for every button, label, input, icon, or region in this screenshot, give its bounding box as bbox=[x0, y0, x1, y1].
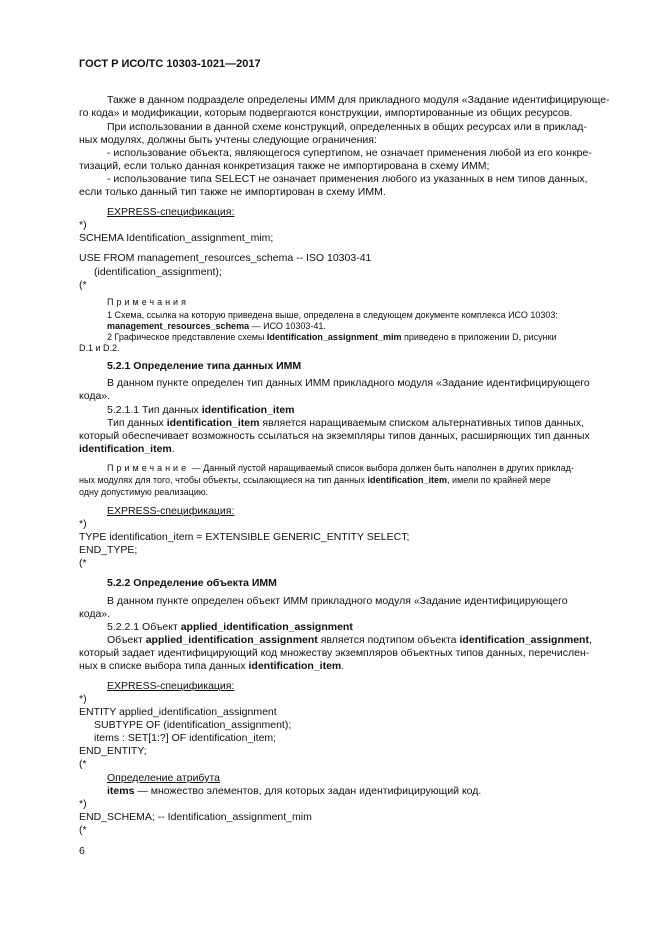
code-end-type: END_TYPE; bbox=[79, 544, 138, 556]
document-title: ГОСТ Р ИСО/ТС 10303-1021—2017 bbox=[79, 58, 261, 70]
code-open: *) bbox=[79, 798, 87, 810]
code-close: (* bbox=[79, 279, 87, 291]
code-close: (* bbox=[79, 758, 87, 770]
intro-p2-line1: При использовании в данной схеме конструкций, определенных в общих ресурсах или в приклад- bbox=[107, 121, 587, 133]
s522-d-line3: ных в списке выбора типа данных identification_item. bbox=[79, 660, 345, 672]
s521-note-line3: одну допустимую реализацию. bbox=[79, 487, 209, 497]
code-items: items : SET[1:?] OF identification_item; bbox=[94, 732, 277, 744]
s521-note-line2: ных модулях для того, чтобы объекты, ссылающиеся на тип данных identification_item, имели по крайней мере bbox=[79, 475, 551, 485]
attribute-definition: items — множество элементов, для которых задан идентифицирующий код. bbox=[107, 785, 482, 797]
section-heading: 5.2.1 Определение типа данных ИММ bbox=[107, 360, 302, 372]
code-schema: SCHEMA Identification_assignment_mim; bbox=[79, 232, 274, 244]
s522-p-line2: кода». bbox=[79, 608, 111, 620]
s522-d-line2: который задает идентифицирующий код множеству экземпляров объектных типов данных, перечислен- bbox=[79, 647, 590, 659]
s521-d-line3: identification_item. bbox=[79, 443, 175, 455]
attribute-definition-label: Определение атрибута bbox=[107, 772, 220, 784]
code-close: (* bbox=[79, 557, 87, 569]
subsection-heading: 5.2.2.1 Объект applied_identification_assignment bbox=[107, 621, 353, 633]
code-open: *) bbox=[79, 219, 87, 231]
notes-title: Примечания bbox=[107, 297, 189, 307]
page-number: 6 bbox=[79, 845, 85, 857]
express-label: EXPRESS-спецификация: bbox=[107, 505, 235, 517]
code-type: TYPE identification_item = EXTENSIBLE GENERIC_ENTITY SELECT; bbox=[79, 531, 410, 543]
express-label: EXPRESS-спецификация: bbox=[107, 680, 235, 692]
express-label: EXPRESS-спецификация: bbox=[107, 206, 235, 218]
code-end-schema: END_SCHEMA; -- Identification_assignment_mim bbox=[79, 811, 312, 823]
intro-p3-line2: тизаций, если только данная конкретизация также не импортирована в схему ИММ; bbox=[79, 160, 490, 172]
note2-line1: 2 Графическое представление схемы Identification_assignment_mim приведено в приложении D, рисунки bbox=[107, 332, 557, 342]
s521-p-line2: кода». bbox=[79, 390, 111, 402]
intro-p3-line1: - использование объекта, являющегося супертипом, не означает применения любой из его конкре- bbox=[107, 147, 592, 159]
intro-p4-line2: если только данный тип также не импортирован в схему ИММ. bbox=[79, 186, 386, 198]
note1-line1: 1 Схема, ссылка на которую приведена выше, определена в следующем документе комплекса ИСО 10303: bbox=[107, 310, 558, 320]
s521-d-line2: который обеспечивает возможность ссылаться на экземпляры типов данных, расширяющих тип данных bbox=[79, 430, 590, 442]
s521-note-line1: Примечание — Данный пустой наращиваемый список выбора должен быть наполнен в других приклад- bbox=[107, 463, 574, 473]
s522-d-line1: Объект applied_identification_assignment является подтипом объекта identification_assignment, bbox=[107, 634, 592, 646]
intro-p1-line2: го кода» и модификации, которым подвергаются конструкции, импортированные из общих ресурсов. bbox=[79, 107, 573, 119]
code-end-entity: END_ENTITY; bbox=[79, 745, 147, 757]
note1-line2: management_resources_schema — ИСО 10303-41. bbox=[107, 321, 326, 331]
subsection-heading: 5.2.1.1 Тип данных identification_item bbox=[107, 404, 295, 416]
code-use-from: USE FROM management_resources_schema -- ISO 10303-41 bbox=[79, 252, 372, 264]
intro-p2-line2: ных модулях, должны быть учтены следующие ограничения: bbox=[79, 134, 377, 146]
intro-p1-line1: Также в данном подразделе определены ИММ для прикладного модуля «Задание идентифицирующе- bbox=[107, 94, 610, 106]
s521-d-line1: Тип данных identification_item является наращиваемым списком альтернативных типов данных, bbox=[107, 417, 584, 429]
s522-p-line1: В данном пункте определен объект ИММ прикладного модуля «Задание идентифицирующего bbox=[107, 595, 568, 607]
note2-line2: D.1 и D.2. bbox=[79, 343, 120, 353]
code-use-arg: (identification_assignment); bbox=[94, 266, 222, 278]
code-subtype: SUBTYPE OF (identification_assignment); bbox=[94, 719, 292, 731]
code-open: *) bbox=[79, 518, 87, 530]
intro-p4-line1: - использование типа SELECT не означает применения любого из указанных в нем типов данных, bbox=[107, 173, 588, 185]
section-heading: 5.2.2 Определение объекта ИММ bbox=[107, 577, 277, 589]
code-open: *) bbox=[79, 693, 87, 705]
code-close: (* bbox=[79, 824, 87, 836]
code-entity: ENTITY applied_identification_assignment bbox=[79, 706, 277, 718]
s521-p-line1: В данном пункте определен тип данных ИММ прикладного модуля «Задание идентифицирующего bbox=[107, 377, 590, 389]
